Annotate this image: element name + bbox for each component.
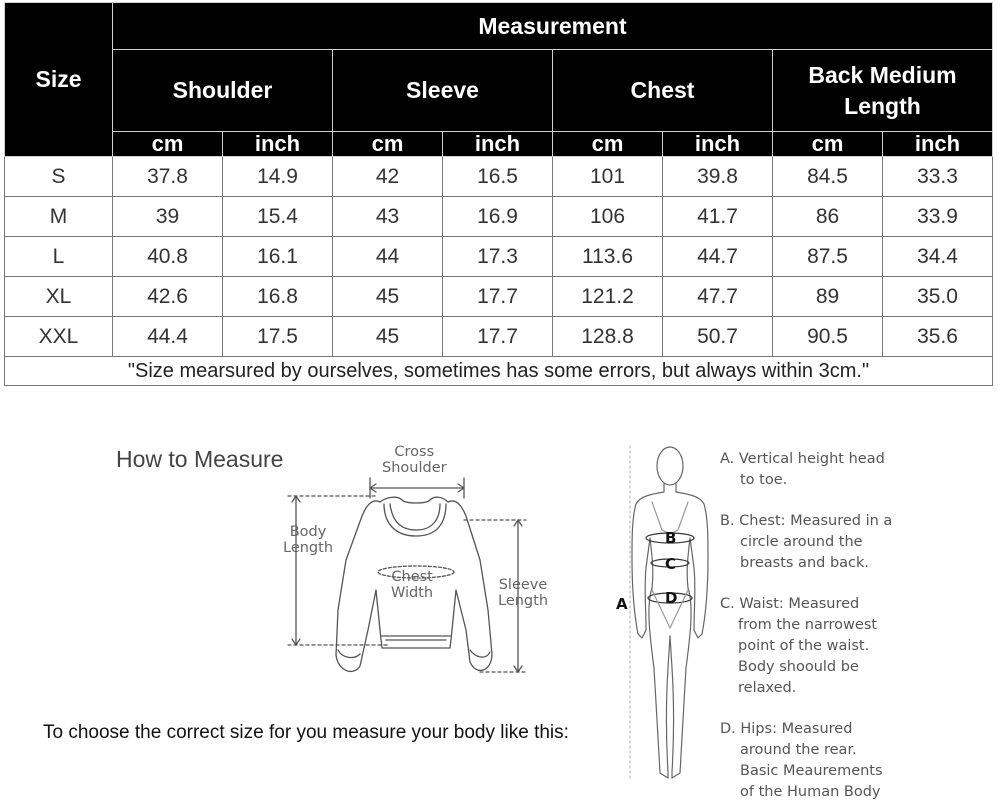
letter-a: A (616, 595, 628, 613)
chest-header: Chest (553, 50, 773, 132)
value-cell: 40.8 (113, 237, 223, 277)
value-cell: 43 (333, 197, 443, 237)
size-header: Size (5, 3, 113, 157)
size-chart-table (4, 2, 993, 386)
value-cell: 17.7 (443, 317, 553, 357)
value-cell: 84.5 (773, 157, 883, 197)
value-cell: 17.7 (443, 277, 553, 317)
value-cell: 87.5 (773, 237, 883, 277)
value-cell: 41.7 (663, 197, 773, 237)
value-cell: 113.6 (553, 237, 663, 277)
value-cell: 35.0 (883, 277, 993, 317)
sleeve-length-label: Sleeve Length (498, 577, 549, 609)
value-cell: 33.3 (883, 157, 993, 197)
value-cell: 39.8 (663, 157, 773, 197)
value-cell: 47.7 (663, 277, 773, 317)
table-row (5, 237, 993, 277)
value-cell: 44.4 (113, 317, 223, 357)
table-row (5, 157, 993, 197)
value-cell: 90.5 (773, 317, 883, 357)
shoulder-header: Shoulder (113, 50, 333, 132)
value-cell: 45 (333, 277, 443, 317)
unit-cm: cm (333, 132, 443, 157)
value-cell: 33.9 (883, 197, 993, 237)
letter-c: C (665, 555, 677, 573)
explanation-c: C. Waist: Measured from the narrowest point of the waist. Body shoould be relaxed. (720, 596, 878, 696)
unit-inch: inch (223, 132, 333, 157)
value-cell: 37.8 (113, 157, 223, 197)
size-cell: M (5, 197, 113, 237)
value-cell: 17.3 (443, 237, 553, 277)
choose-size-instruction: To choose the correct size for you measure your body like this: (43, 722, 569, 743)
value-cell: 121.2 (553, 277, 663, 317)
back-medium-length-header: Back Medium Length (773, 50, 993, 132)
value-cell: 34.4 (883, 237, 993, 277)
measurement-header: Measurement (113, 3, 993, 50)
chest-width-label: Chest Width (391, 569, 434, 601)
how-to-measure-title: How to Measure (116, 446, 284, 472)
value-cell: 35.6 (883, 317, 993, 357)
value-cell: 101 (553, 157, 663, 197)
value-cell: 16.1 (223, 237, 333, 277)
size-cell: XL (5, 277, 113, 317)
value-cell: 45 (333, 317, 443, 357)
unit-cm: cm (773, 132, 883, 157)
value-cell: 17.5 (223, 317, 333, 357)
unit-inch: inch (883, 132, 993, 157)
value-cell: 15.4 (223, 197, 333, 237)
value-cell: 89 (773, 277, 883, 317)
cross-shoulder-label: Cross Shoulder (382, 444, 447, 476)
explanation-a: A. Vertical height head to toe. (720, 451, 885, 488)
value-cell: 128.8 (553, 317, 663, 357)
value-cell: 16.9 (443, 197, 553, 237)
letter-d: D (665, 589, 678, 607)
value-cell: 16.8 (223, 277, 333, 317)
value-cell: 44.7 (663, 237, 773, 277)
sleeve-header: Sleeve (333, 50, 553, 132)
value-cell: 44 (333, 237, 443, 277)
table-row (5, 317, 993, 357)
value-cell: 106 (553, 197, 663, 237)
value-cell: 42.6 (113, 277, 223, 317)
value-cell: 50.7 (663, 317, 773, 357)
unit-cm: cm (113, 132, 223, 157)
explanation-b: B. Chest: Measured in a circle around the breasts and back. (720, 513, 893, 571)
value-cell: 14.9 (223, 157, 333, 197)
value-cell: 16.5 (443, 157, 553, 197)
size-cell: L (5, 237, 113, 277)
measurement-note: "Size mearsured by ourselves, sometimes has some errors, but always within 3cm." (5, 357, 993, 386)
explanation-d: D. Hips: Measured around the rear. Basic Meaurements of the Human Body (720, 721, 883, 800)
table-row (5, 277, 993, 317)
body-length-label: Body Length (283, 524, 334, 556)
unit-inch: inch (443, 132, 553, 157)
table-row (5, 197, 993, 237)
value-cell: 39 (113, 197, 223, 237)
unit-inch: inch (663, 132, 773, 157)
unit-cm: cm (553, 132, 663, 157)
size-cell: S (5, 157, 113, 197)
value-cell: 86 (773, 197, 883, 237)
size-cell: XXL (5, 317, 113, 357)
sweater-diagram-icon (280, 440, 560, 690)
letter-b: B (665, 529, 677, 547)
value-cell: 42 (333, 157, 443, 197)
